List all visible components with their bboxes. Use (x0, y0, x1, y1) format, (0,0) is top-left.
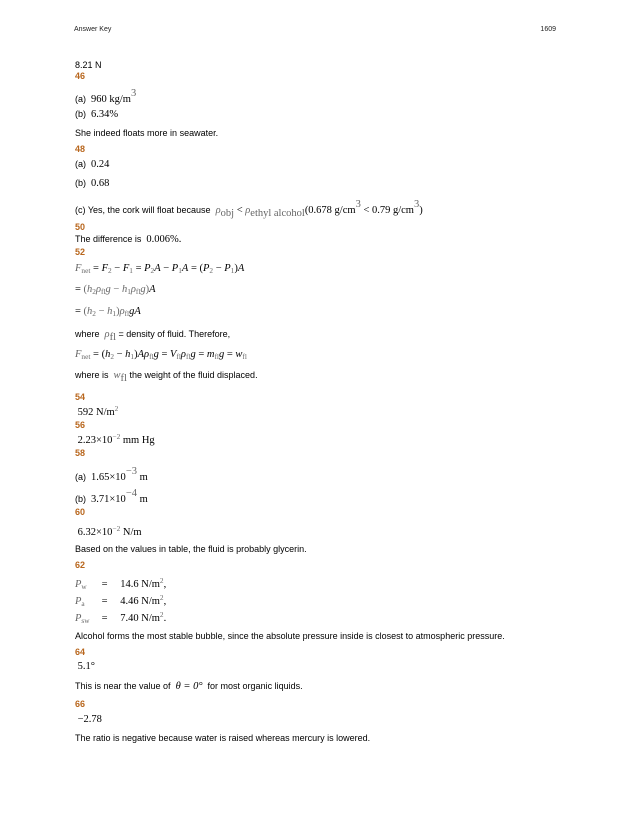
equation-fnet-2: = $(h_2\rho_{fl}g - h_1\rho_{fl}g)A$ (75, 284, 156, 297)
answer-50: The difference is 0.006%. (75, 234, 182, 245)
problem-number-50: 50 (75, 222, 86, 232)
answer-46a: (a) 960 $kg/m^3$ (75, 88, 137, 105)
definition-w-fl: where is $w_{fl}$ the weight of the fluid displaced. (75, 370, 258, 385)
answer-8-21: 8.21 N (75, 60, 102, 70)
answer-58b: (b) $3.71\times 10^{-4}$ m (75, 488, 148, 505)
answer-62-text: Alcohol forms the most stable bubble, since the absolute pressure inside is closest to atmospheric pressure. (75, 631, 505, 641)
equation-fnet-3: = $(h_2 - h_1)\rho_{fl}gA$ (75, 306, 141, 319)
problem-number-54: 54 (75, 392, 86, 402)
answer-48c: (c) Yes, the cork will float because $\rho_{obj} < \rho_{ethyl alcohol}(0.678$ $g/cm^3 < 0.79$ $g/cm^3$) (75, 199, 423, 219)
problem-number-46: 46 (75, 71, 86, 81)
pressure-alcohol: $P_a = 4.46$ $N/m^2$, (75, 593, 167, 609)
answer-48b: (b) 0.68 (75, 178, 110, 189)
answer-66-text: The ratio is negative because water is raised whereas mercury is lowered. (75, 733, 371, 743)
definition-rho-fl: where $\rho_{fl}$ = density of fluid. Therefore, (75, 329, 231, 344)
problem-number-52: 52 (75, 247, 86, 257)
problem-number-64: 64 (75, 647, 86, 657)
problem-number-48: 48 (75, 144, 86, 154)
problem-number-58: 58 (75, 448, 86, 458)
equation-fnet-4: $F_{net} = (h_2 - h_1)A\rho_{fl}g = V_{fl}\rho_{fl}g = m_{fl}g = w_{fl}$ (75, 349, 247, 362)
answer-48a: (a) 0.24 (75, 159, 110, 170)
running-header-title: Answer Key (74, 26, 112, 33)
answer-54: 592 $N/m^2$ (77, 404, 119, 419)
answer-66: −2.78 (77, 714, 102, 725)
problem-number-62: 62 (75, 560, 86, 570)
equation-fnet-1: $F_{net} = F_2 - F_1 = P_2A - P_1A = (P_2 - P_1)A$ (75, 263, 245, 276)
answer-46b: (b) 6.34% (75, 109, 119, 120)
page-number: 1609 (540, 26, 556, 33)
problem-number-66: 66 (75, 699, 86, 709)
answer-64: 5.1° (77, 661, 95, 672)
problem-number-56: 56 (75, 420, 86, 430)
pressure-water: $P_w = 14.6$ $N/m^2$, (75, 576, 167, 592)
answer-64-text: This is near the value of θ = 0° for most organic liquids. (75, 681, 303, 692)
answer-60: $6.32\times 10^{-2}$ N/m (77, 524, 142, 539)
answer-60-text: Based on the values in table, the fluid is probably glycerin. (75, 544, 307, 554)
answer-58a: (a) $1.65\times 10^{-3}$ m (75, 466, 148, 483)
answer-46-text: She indeed floats more in seawater. (75, 128, 219, 138)
problem-number-60: 60 (75, 507, 86, 517)
answer-56: $2.23\times 10^{-2}$ mm Hg (77, 432, 155, 447)
pressure-soapy-water: $P_{sw} = 7.40$ $N/m^2$. (75, 610, 167, 626)
